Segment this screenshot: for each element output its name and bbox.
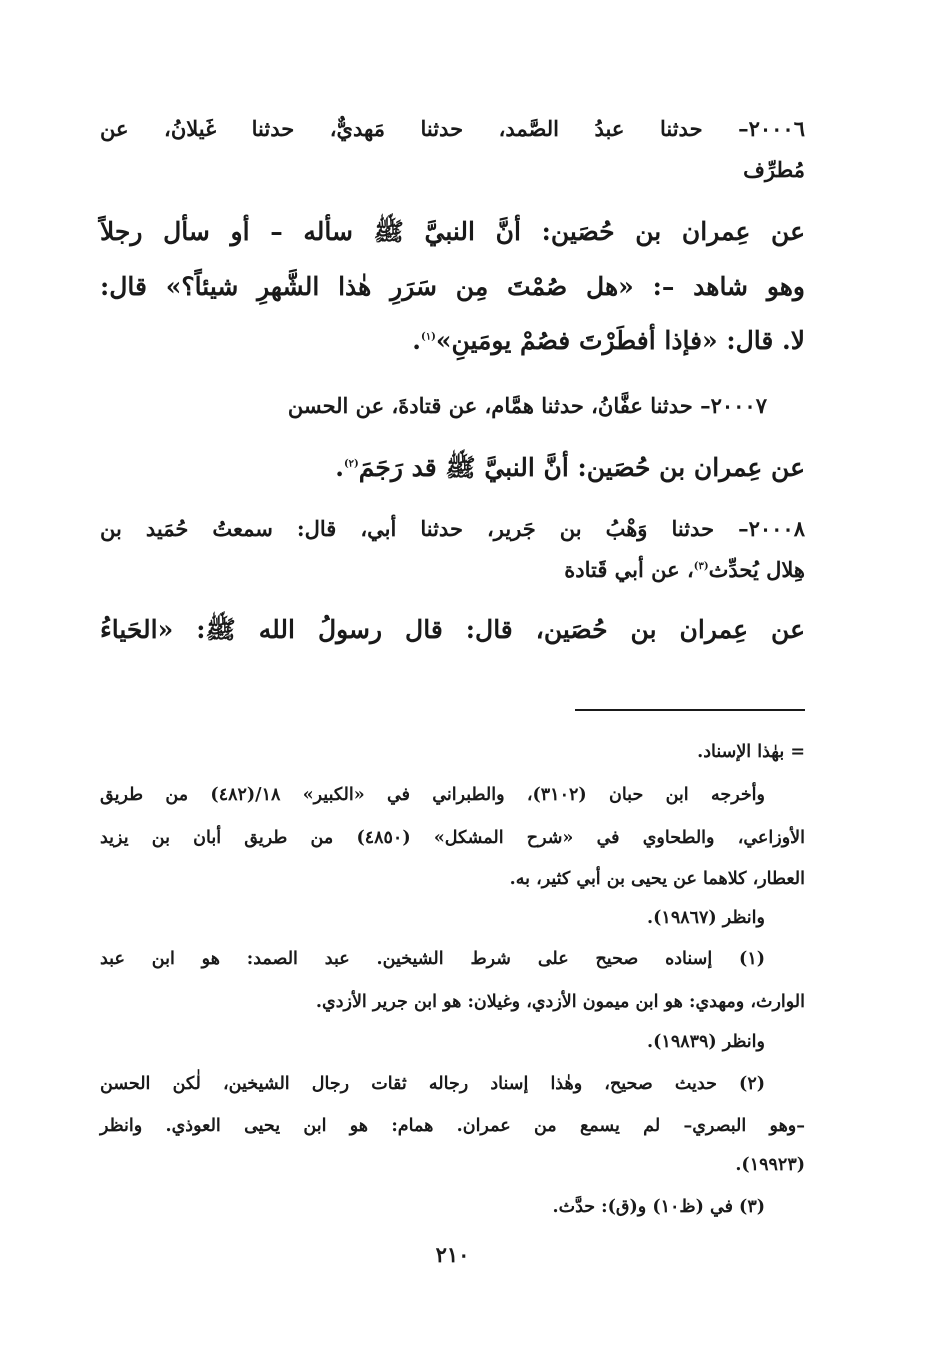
footnote-separator	[575, 709, 805, 711]
footnote-continuation-line-2: وأخرجه ابن حبان (٣١٠٢)، والطبراني في «الكبير» ١٨/(٤٨٢) من طريق	[100, 785, 765, 805]
hadith-2007-matn-end: .	[335, 453, 344, 482]
hadith-2007-matn-text: عن عِمران بن حُصَين: أنَّ النبيَّ ﷺ قد رَجَمَ	[358, 453, 805, 482]
footnote-ref-1: (١)	[420, 331, 436, 343]
hadith-2007-isnad-line-1: ٢٠٠٠٧– حدثنا عفَّانُ، حدثنا همَّام، عن قتادةَ، عن الحسن	[287, 393, 767, 418]
footnote-2-line-3: (١٩٩٢٣).	[735, 1155, 805, 1175]
footnote-ref-3: (٣)	[693, 561, 709, 572]
footnote-continuation-line-4: العطار، كلاهما عن يحيى بن أبي كثير، به.	[509, 869, 805, 889]
hadith-2006-matn-line-1: عن عِمران بن حُصَين: أنَّ النبيَّ ﷺ سأله – أو سأل رجلاً	[100, 217, 805, 246]
page-number: ٢١٠	[435, 1242, 470, 1267]
book-page	[100, 0, 805, 1353]
hadith-2008-isnad-text: هِلال يُحدِّث	[708, 557, 805, 582]
footnote-continuation-line-3: الأوزاعي، والطحاوي في «شرح المشكل» (٤٨٥٠) من طريق أبان بن يزيد	[100, 828, 805, 848]
hadith-2008-matn-line-1: عن عِمران بن حُصَين، قال: قال رسولُ الله ﷺ: «الحَياءُ	[100, 615, 805, 644]
hadith-2008-isnad-end: ، عن أبي قَتادة	[564, 557, 694, 582]
footnote-ref-2: (٢)	[343, 458, 359, 470]
hadith-2006-matn-line-3	[100, 326, 805, 355]
footnote-3-line-1: (٣) في (ظ١٠) و(ق): حدَّث.	[552, 1197, 765, 1217]
hadith-2008-isnad-line-1: ٢٠٠٠٨– حدثنا وَهْبُ بن جَرير، حدثنا أبي، قال: سمعتُ حُمَيد بن	[100, 516, 805, 541]
hadith-2007-matn-line-1	[100, 452, 805, 489]
hadith-2006-isnad-line-1: ٢٠٠٠٦– حدثنا عبدُ الصَّمد، حدثنا مَهديٌّ، حدثنا غَيلانُ، عن	[100, 116, 805, 141]
footnote-1-line-1: (١) إسناده صحيح على شرط الشيخين. عبد الصمد: هو ابن عبد	[100, 949, 765, 969]
hadith-2008-isnad-line-2	[100, 557, 805, 582]
hadith-2006-matn-end: .	[412, 326, 421, 355]
footnote-continuation-line-5: وانظر (١٩٨٦٧).	[647, 908, 765, 928]
hadith-2006-matn-line-2: وهو شاهد –: «هل صُمْتَ مِن سَرَرِ هٰذا الشَّهرِ شيئاً؟» قال:	[100, 272, 805, 301]
hadith-2006-isnad-line-2: مُطرِّف	[743, 157, 805, 182]
footnote-1-line-2: الوارث، ومهدي: هو ابن ميمون الأزدي، وغيلان: هو ابن جرير الأزدي.	[315, 992, 805, 1012]
hadith-2006-matn-text: لا. قال: «فإذا أفطَرْتَ فصُمْ يومَينِ»	[435, 326, 805, 355]
footnote-1-line-3: وانظر (١٩٨٣٩).	[647, 1032, 765, 1052]
footnote-continuation-line-1: = بهٰذا الإسناد.	[697, 742, 805, 762]
footnote-2-line-1: (٢) حديث صحيح، وهٰذا إسناد رجاله ثقات رجال الشيخين، لٰكن الحسن	[100, 1074, 765, 1094]
footnote-2-line-2: –وهو البصري– لم يسمع من عمران. همام: هو ابن يحيى العوذي. وانظر	[100, 1116, 805, 1136]
